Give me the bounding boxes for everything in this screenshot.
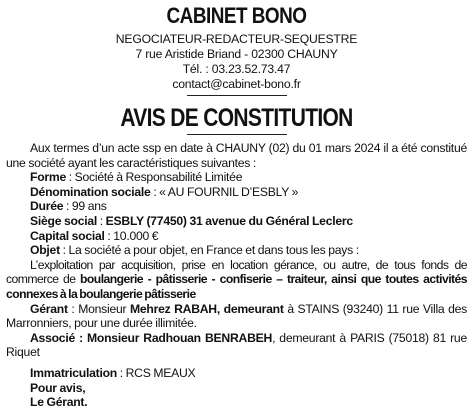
capital-value: : 10.000 € (104, 228, 159, 243)
gerant-line (6, 302, 467, 331)
siege-separator: : (97, 213, 106, 228)
gerant-name: Mehrez RABAH, demeurant (129, 301, 284, 316)
capital-label: Capital social (30, 228, 105, 243)
firm-name: CABINET BONO (166, 3, 307, 28)
denomination-value: : « AU FOURNIL D’ESBLY » (150, 184, 299, 199)
objet-detail (6, 258, 467, 302)
objet-label: Objet (30, 243, 60, 258)
firm-subtitle: NEGOCIATEUR-REDACTEUR-SEQUESTRE (115, 32, 358, 46)
associe-address: , demeurant à PARIS (75018) 81 rue Riquet (6, 330, 467, 360)
firm-phone: Tél. : 03.23.52.73.47 (182, 62, 291, 76)
header-divider (187, 95, 287, 96)
signatory-line: Le Gérant. (30, 395, 88, 410)
gerant-label: Gérant (30, 301, 68, 316)
objet-detail-text: L’exploitation par acquisition, prise en location gérance, ou autre, de tous fonds de commerce de (6, 257, 467, 287)
objet-line (6, 243, 467, 258)
duree-line (6, 199, 467, 214)
forme-value: : Société à Responsabilité Limitée (66, 170, 243, 185)
forme-line (6, 170, 467, 185)
firm-email: contact@cabinet-bono.fr (172, 77, 301, 91)
denomination-line (6, 185, 467, 200)
siege-label: Siège social (30, 213, 98, 228)
associe-line (6, 331, 467, 360)
notice-body (6, 141, 467, 410)
forme-label: Forme (30, 170, 66, 185)
intro-paragraph: Aux termes d’un acte ssp en date à CHAUNY (02) du 01 mars 2024 il a été constitué une société ayant les caractéristiques suivantes : (6, 141, 467, 170)
duree-value: : 99 ans (63, 199, 107, 214)
gerant-address: à STAINS (93240) 11 rue Villa des Marronniers, pour une durée illimitée. (6, 301, 467, 331)
duree-label: Durée (30, 199, 64, 214)
immatriculation-line (6, 366, 467, 381)
objet-value: : La société a pour objet, en France et dans tous les pays : (59, 243, 359, 258)
capital-line (6, 229, 467, 244)
objet-detail-activities: boulangerie - pâtisserie - confiserie – traiteur, ainsi que toutes activités connexes à la boulangerie pâtisserie (6, 272, 468, 301)
siege-value: ESBLY (77450) 31 avenue du Général Leclerc (105, 213, 353, 228)
firm-address: 7 rue Aristide Briand - 02300 CHAUNY (135, 47, 338, 61)
immatriculation-value: : RCS MEAUX (117, 365, 196, 380)
title-divider (187, 134, 287, 135)
associe-label: Associé : Monsieur Radhouan BENRABEH (30, 330, 273, 345)
closing-line: Pour avis, (30, 380, 86, 395)
notice-title: AVIS DE CONSTITUTION (120, 104, 353, 132)
siege-line (6, 214, 467, 229)
denomination-label: Dénomination sociale (30, 184, 151, 199)
immatriculation-label: Immatriculation (30, 365, 117, 380)
gerant-prefix: : Monsieur (67, 301, 130, 316)
